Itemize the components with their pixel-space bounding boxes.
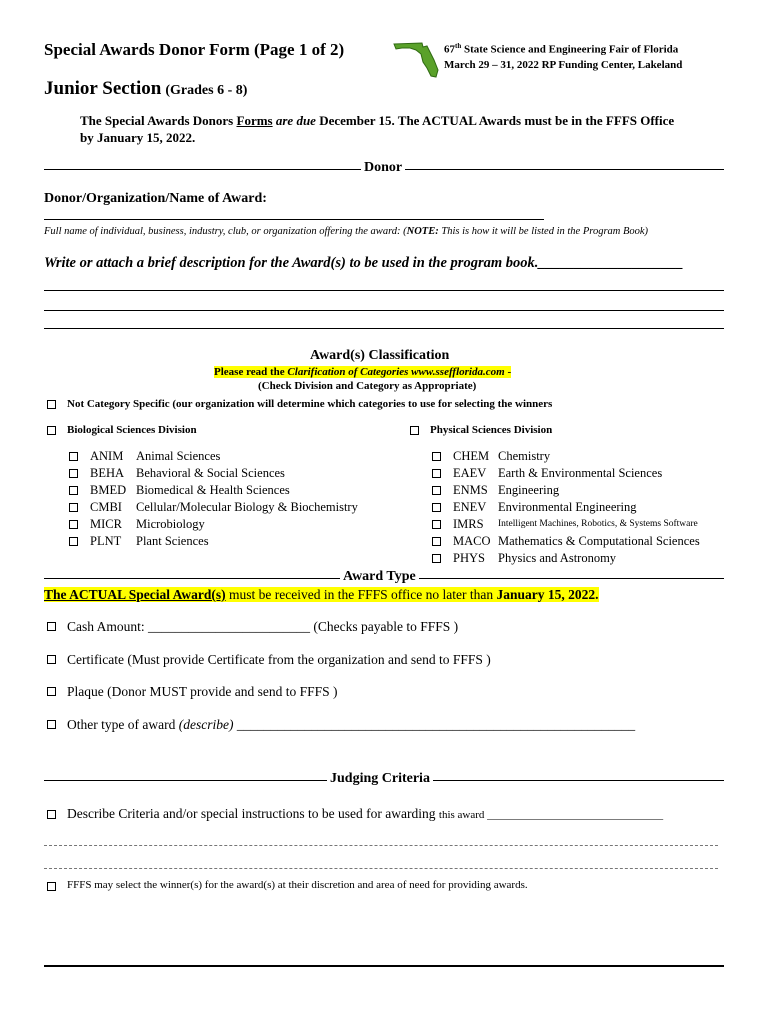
check-note: (Check Division and Category as Appropriate)	[258, 380, 477, 392]
donor-note-suffix: This is how it will be listed in the Program Book)	[438, 226, 649, 237]
other-blank[interactable]: ___________________________________________________________	[233, 717, 636, 732]
category-code: EAEV	[453, 466, 487, 480]
category-name: Engineering	[498, 483, 560, 497]
intro-line2: by January 15, 2022.	[80, 130, 196, 145]
donor-note-bold: NOTE:	[406, 226, 439, 237]
enev-checkbox[interactable]	[432, 503, 441, 512]
donor-note	[44, 226, 648, 237]
beha-checkbox[interactable]	[69, 469, 78, 478]
category-name: Intelligent Machines, Robotics, & Systems Software	[498, 519, 698, 529]
category-code: BMED	[90, 483, 127, 497]
fair-dates: March 29 – 31, 2022 RP Funding Center, Lakeland	[444, 59, 683, 71]
footer-rule	[44, 965, 724, 967]
criteria-checkbox[interactable]	[47, 810, 56, 819]
intro-text	[80, 113, 740, 129]
category-code: ANIM	[90, 449, 124, 463]
classification-title: Award(s) Classification	[310, 348, 450, 363]
category-code: PHYS	[453, 551, 485, 565]
anim-checkbox[interactable]	[69, 452, 78, 461]
category-name: Mathematics & Computational Sciences	[498, 534, 700, 548]
other-describe: (describe)	[178, 717, 234, 732]
donor-name-label: Donor/Organization/Name of Award:	[44, 191, 267, 206]
category-code: ENMS	[453, 483, 488, 497]
chem-checkbox[interactable]	[432, 452, 441, 461]
description-line-3[interactable]	[44, 328, 724, 329]
fffs-select-checkbox[interactable]	[47, 882, 56, 891]
criteria-line-2[interactable]	[44, 868, 718, 869]
intro-part1: The Special Awards Donors	[80, 113, 237, 128]
criteria-label	[67, 806, 663, 822]
other-label-text: Other type of award	[67, 717, 179, 732]
cash-checkbox[interactable]	[47, 622, 56, 631]
florida-map-icon	[392, 40, 440, 80]
category-name: Cellular/Molecular Biology & Biochemistry	[136, 500, 358, 514]
bio-division-checkbox[interactable]	[47, 426, 56, 435]
section-name: Junior Section	[44, 78, 162, 99]
read-link[interactable]: Clarification of Categories www.ssefflorida.com	[287, 366, 505, 378]
cash-label: Cash Amount: ________________________ (Checks payable to FFFS )	[67, 619, 459, 634]
category-code: CHEM	[453, 449, 490, 463]
category-name: Animal Sciences	[136, 449, 221, 463]
category-name: Behavioral & Social Sciences	[136, 466, 285, 480]
phys-division-label: Physical Sciences Division	[430, 424, 553, 436]
category-name: Plant Sciences	[136, 534, 209, 548]
plnt-checkbox[interactable]	[69, 537, 78, 546]
award-notice	[44, 587, 599, 603]
grades: (Grades 6 - 8)	[165, 83, 248, 98]
certificate-label: Certificate (Must provide Certificate from the organization and send to FFFS )	[67, 652, 491, 667]
category-code: IMRS	[453, 517, 484, 531]
intro-forms: Forms	[236, 113, 273, 128]
plaque-label: Plaque (Donor MUST provide and send to FFFS )	[67, 684, 338, 699]
imrs-checkbox[interactable]	[432, 520, 441, 529]
category-code: BEHA	[90, 466, 125, 480]
certificate-checkbox[interactable]	[47, 655, 56, 664]
intro-are-due: are due	[272, 113, 316, 128]
other-label	[67, 717, 635, 733]
donor-section-title: Donor	[361, 160, 405, 176]
notice-date: January 15, 2022.	[496, 587, 599, 602]
bmed-checkbox[interactable]	[69, 486, 78, 495]
fair-name-text: State Science and Engineering Fair of Florida	[461, 43, 679, 56]
classification-read	[214, 366, 511, 378]
read-suffix: -	[504, 366, 512, 378]
not-specific-label: Not Category Specific (our organization will determine which categories to use for selecting the winners	[67, 398, 553, 410]
micr-checkbox[interactable]	[69, 520, 78, 529]
category-code: MACO	[453, 534, 491, 548]
category-code: CMBI	[90, 500, 122, 514]
notice-mid: must be received in the FFFS office no later than	[225, 587, 497, 602]
form-title: Special Awards Donor Form (Page 1 of 2)	[44, 40, 345, 59]
enms-checkbox[interactable]	[432, 486, 441, 495]
eaev-checkbox[interactable]	[432, 469, 441, 478]
category-name: Earth & Environmental Sciences	[498, 466, 663, 480]
not-specific-checkbox[interactable]	[47, 400, 56, 409]
category-name: Microbiology	[136, 517, 205, 531]
maco-checkbox[interactable]	[432, 537, 441, 546]
fair-ordinal-sup: th	[455, 42, 462, 50]
category-name: Physics and Astronomy	[498, 551, 617, 565]
fffs-select-label: FFFS may select the winner(s) for the award(s) at their discretion and area of need for providing awards.	[67, 879, 528, 891]
fair-ordinal: 67	[444, 43, 455, 56]
category-code: PLNT	[90, 534, 122, 548]
category-name: Biomedical & Health Sciences	[136, 483, 290, 497]
judging-title: Judging Criteria	[327, 771, 433, 787]
criteria-line-1[interactable]	[44, 845, 718, 846]
category-code: ENEV	[453, 500, 487, 514]
criteria-text: Describe Criteria and/or special instructions to be used for awarding	[67, 806, 439, 821]
plaque-checkbox[interactable]	[47, 687, 56, 696]
donor-name-field[interactable]	[44, 219, 544, 220]
description-prompt: Write or attach a brief description for the Award(s) to be used in the program book.____________________	[44, 255, 684, 271]
award-type-title: Award Type	[340, 569, 419, 585]
description-line-2[interactable]	[44, 310, 724, 311]
other-checkbox[interactable]	[47, 720, 56, 729]
notice-highlight: The ACTUAL Special Award(s)	[44, 587, 226, 602]
phys-checkbox[interactable]	[432, 554, 441, 563]
bio-division-label: Biological Sciences Division	[67, 424, 197, 436]
cmbi-checkbox[interactable]	[69, 503, 78, 512]
category-code: MICR	[90, 517, 122, 531]
section-heading	[44, 78, 247, 100]
description-line-1[interactable]	[44, 290, 724, 291]
intro-part2: December 15. The ACTUAL Awards must be in the FFFS Office	[315, 113, 675, 128]
category-name: Environmental Engineering	[498, 500, 637, 514]
fair-name	[444, 42, 678, 56]
donor-note-prefix: Full name of individual, business, industry, club, or organization offering the award: (	[44, 226, 407, 237]
category-name: Chemistry	[498, 449, 551, 463]
read-prefix: Please read the	[214, 366, 288, 378]
criteria-small[interactable]: this award ________________________________	[438, 809, 664, 821]
phys-division-checkbox[interactable]	[410, 426, 419, 435]
